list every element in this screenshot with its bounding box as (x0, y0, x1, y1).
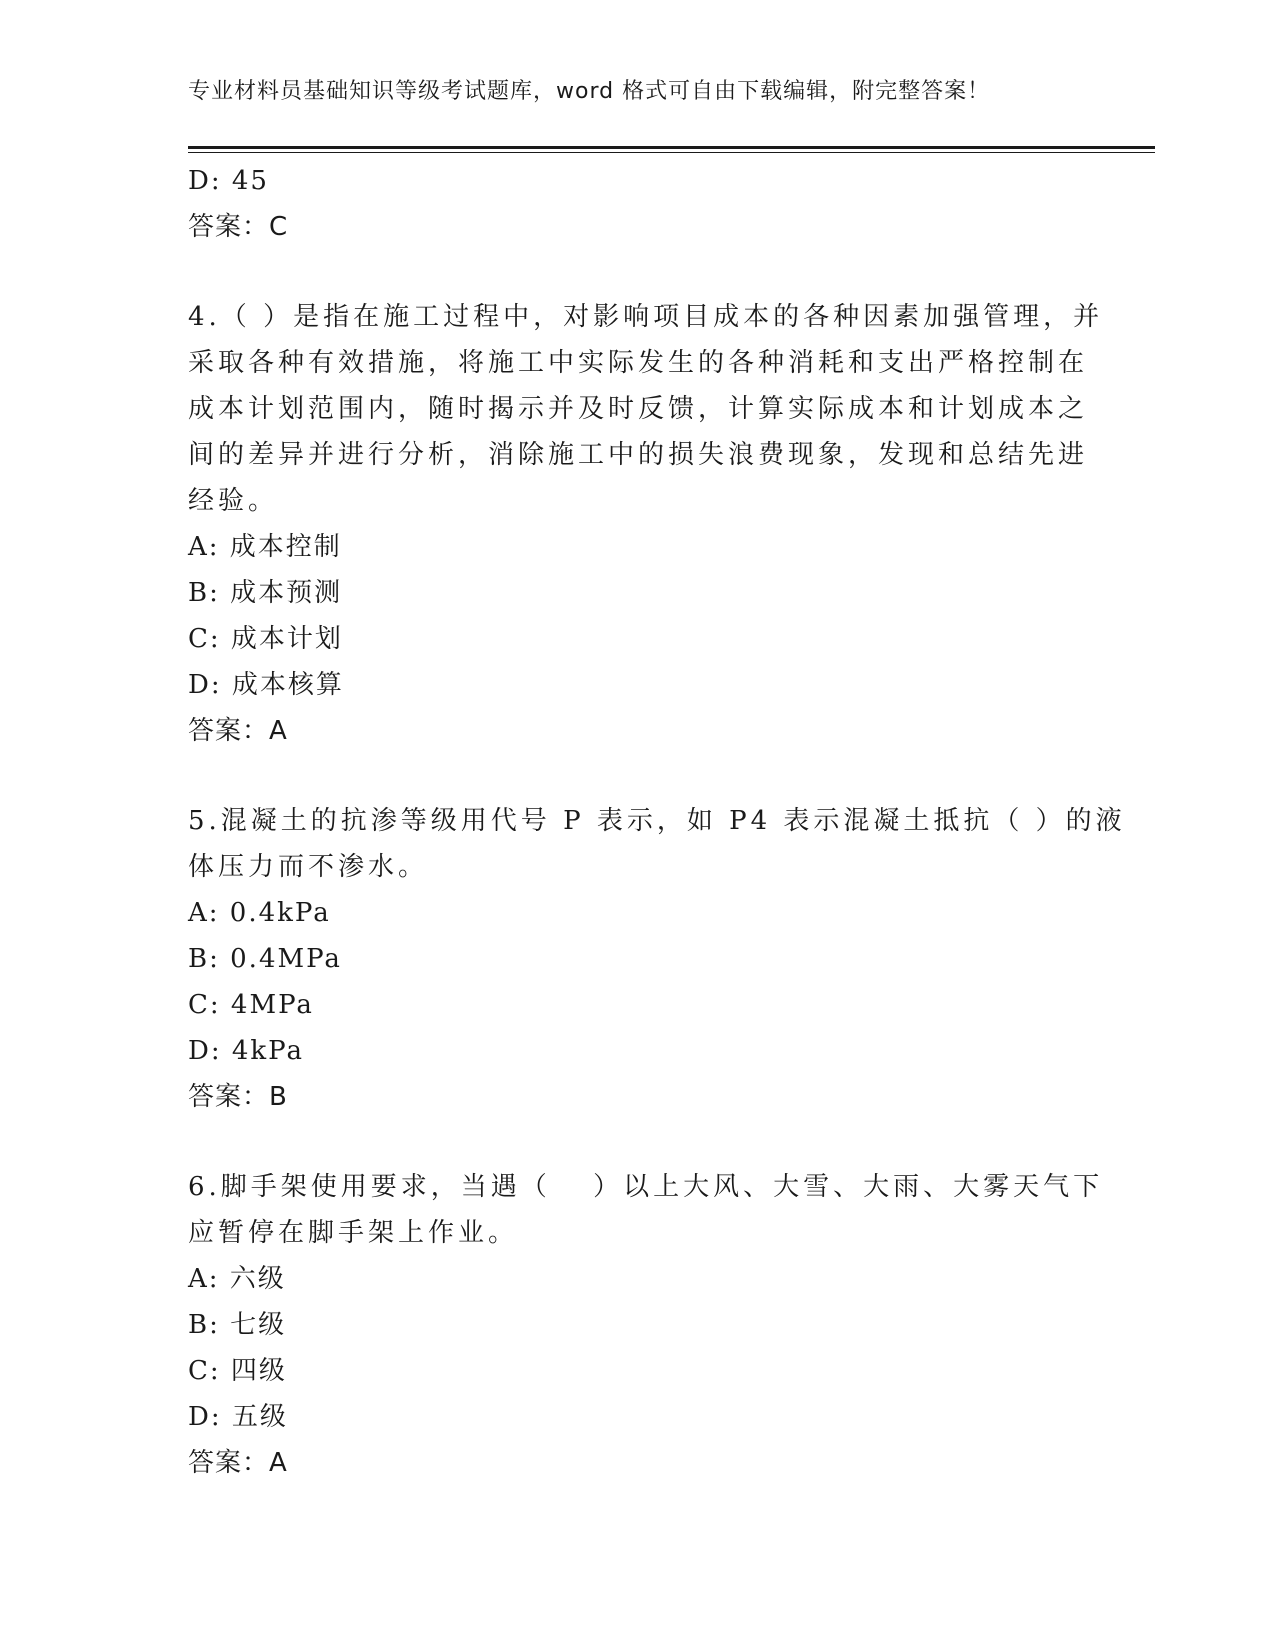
page-header: 专业材料员基础知识等级考试题库，word 格式可自由下载编辑，附完整答案！ (188, 79, 991, 104)
answer: 答案：B (188, 1082, 288, 1112)
question-5 (188, 798, 1126, 1120)
option-b: B: 七级 (188, 1310, 287, 1340)
option-c: C: 4MPa (188, 990, 314, 1020)
prev-option-d: D: 45 (188, 166, 269, 196)
header-rule-thin (188, 152, 1155, 153)
option-a: A: 六级 (188, 1264, 286, 1294)
document-body (188, 158, 1126, 1486)
question-6 (188, 1164, 1104, 1486)
option-b: B: 0.4MPa (188, 944, 342, 974)
question-text-line: 成本计划范围内，随时揭示并及时反馈，计算实际成本和计划成本之 (188, 394, 1089, 424)
option-a: A: 成本控制 (188, 532, 342, 562)
prev-answer: 答案：C (188, 212, 289, 242)
option-d: D: 五级 (188, 1402, 288, 1432)
option-c: C: 成本计划 (188, 624, 343, 654)
option-b: B: 成本预测 (188, 578, 343, 608)
spacer (188, 754, 1088, 798)
question-text-line: 间的差异并进行分析，消除施工中的损失浪费现象，发现和总结先进 (188, 440, 1089, 470)
header-rule-thick (188, 146, 1155, 149)
question-text-line: 体压力而不渗水。 (188, 852, 429, 882)
option-d: D: 4kPa (188, 1036, 304, 1066)
question-text-line: 经验。 (188, 486, 279, 516)
question-text-line: 采取各种有效措施，将施工中实际发生的各种消耗和支出严格控制在 (188, 348, 1089, 378)
question-4 (188, 294, 1104, 754)
answer: 答案：A (188, 716, 288, 746)
option-c: C: 四级 (188, 1356, 287, 1386)
spacer (188, 1120, 1088, 1164)
spacer (188, 250, 1088, 294)
answer: 答案：A (188, 1448, 288, 1478)
question-text-line: 6.脚手架使用要求，当遇（ ）以上大风、大雪、大雨、大雾天气下 (188, 1172, 1104, 1202)
question-text-line: 5.混凝土的抗渗等级用代号 P 表示，如 P4 表示混凝土抵抗（ ）的液 (188, 806, 1126, 836)
question-text-line: 应暂停在脚手架上作业。 (188, 1218, 519, 1248)
option-a: A: 0.4kPa (188, 898, 331, 928)
question-text-line: 4.（ ）是指在施工过程中，对影响项目成本的各种因素加强管理，并 (188, 302, 1104, 332)
option-d: D: 成本核算 (188, 670, 344, 700)
